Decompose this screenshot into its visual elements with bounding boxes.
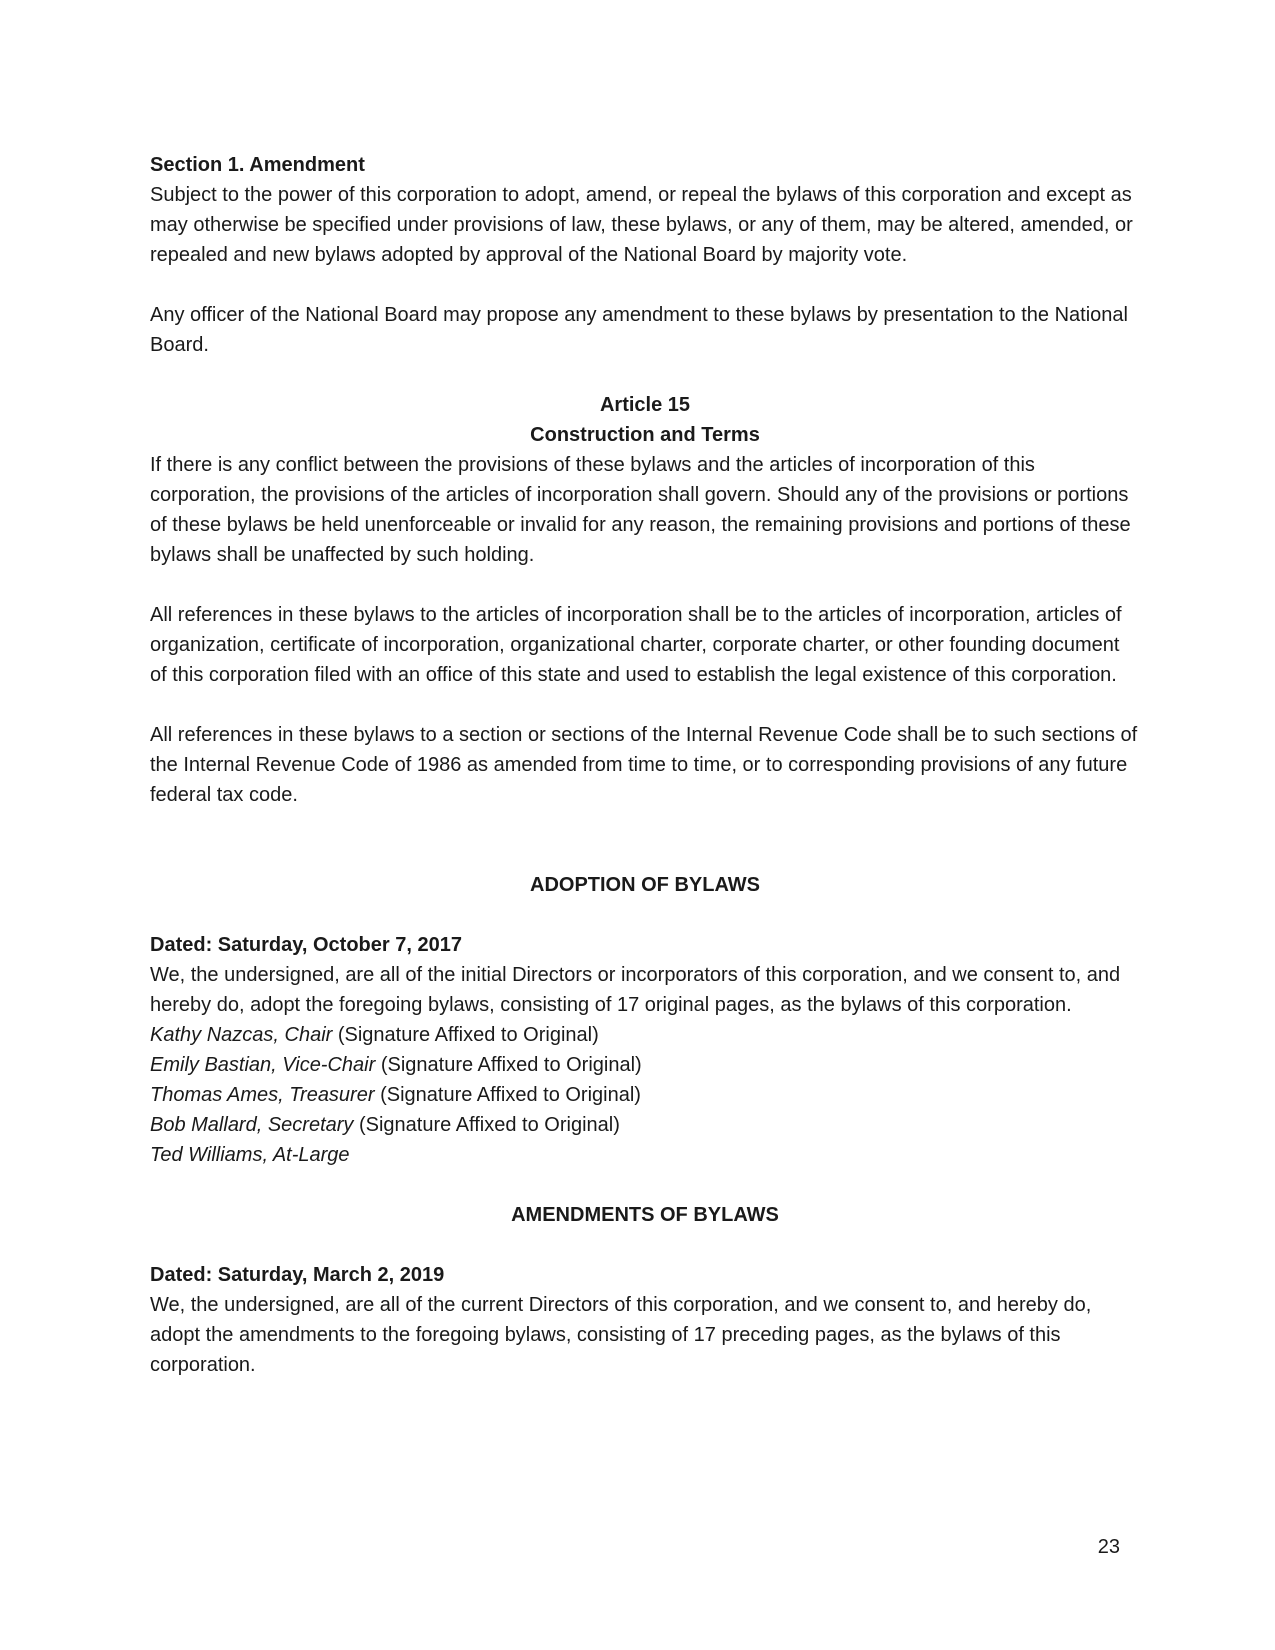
- signatory-note: (Signature Affixed to Original): [353, 1114, 620, 1136]
- spacer: [150, 900, 1140, 930]
- adoption-text: We, the undersigned, are all of the initial Directors or incorporators of this corporation, and we consent to, and hereby do, adopt the foregoing bylaws, consisting of 17 original pages, as the bylaws of this corporation.: [150, 964, 1121, 1016]
- signatory-note: (Signature Affixed to Original): [375, 1054, 642, 1076]
- signatory-line: [150, 1110, 1140, 1140]
- amendments-text: We, the undersigned, are all of the current Directors of this corporation, and we consent to, and hereby do, adopt the amendments to the foregoing bylaws, consisting of 17 preceding pages, as the bylaws of this corporation.: [150, 1294, 1092, 1376]
- adoption-heading: ADOPTION OF BYLAWS: [530, 874, 760, 896]
- article-15-paragraph-1: If there is any conflict between the provisions of these bylaws and the articles of incorporation of this corporation, the provisions of the articles of incorporation shall govern. Should any of the provisions or portions of these bylaws be held unenforceable or invalid for any reason, the remaining provisions and portions of these bylaws shall be unaffected by such holding.: [150, 454, 1131, 566]
- section-1-paragraph-2: Any officer of the National Board may propose any amendment to these bylaws by presentation to the National Board.: [150, 304, 1128, 356]
- article-15-paragraph-3: All references in these bylaws to a section or sections of the Internal Revenue Code shall be to such sections of the Internal Revenue Code of 1986 as amended from time to time, or to corresponding provisions of any future federal tax code.: [150, 724, 1138, 806]
- spacer: [150, 570, 1140, 600]
- section-1-heading: Section 1. Amendment: [150, 154, 365, 176]
- spacer: [150, 1230, 1140, 1260]
- spacer: [150, 270, 1140, 300]
- signatory-line: [150, 1140, 1140, 1170]
- signatory-line: [150, 1050, 1140, 1080]
- amendments-heading: AMENDMENTS OF BYLAWS: [511, 1204, 779, 1226]
- article-15-number: Article 15: [599, 394, 691, 416]
- document-page: [150, 150, 1140, 1380]
- signatory-note: (Signature Affixed to Original): [374, 1084, 641, 1106]
- article-15-paragraph-2: All references in these bylaws to the articles of incorporation shall be to the articles of incorporation, articles of organization, certificate of incorporation, organizational charter, corporate charter, or other founding document of this corporation filed with an office of this state and used to establish the legal existence of this corporation.: [150, 604, 1122, 686]
- signatory-name: Emily Bastian, Vice-Chair: [150, 1054, 376, 1076]
- adoption-date: Dated: Saturday, October 7, 2017: [150, 934, 462, 956]
- page-number: 23: [1097, 1536, 1120, 1558]
- signatory-name: Bob Mallard, Secretary: [150, 1114, 354, 1136]
- signatory-name: Ted Williams, At-Large: [150, 1144, 350, 1166]
- signatory-line: [150, 1020, 1140, 1050]
- spacer: [150, 1170, 1140, 1200]
- signatory-name: Kathy Nazcas, Chair: [150, 1024, 333, 1046]
- section-1-paragraph-1: Subject to the power of this corporation to adopt, amend, or repeal the bylaws of this corporation and except as may otherwise be specified under provisions of law, these bylaws, or any of them, may be altered, amended, or repealed and new bylaws adopted by approval of the National Board by majority vote.: [150, 184, 1133, 266]
- spacer: [150, 690, 1140, 720]
- signatory-note: (Signature Affixed to Original): [332, 1024, 599, 1046]
- spacer: [150, 810, 1140, 870]
- spacer: [150, 360, 1140, 390]
- article-15-title: Construction and Terms: [530, 424, 760, 446]
- signatory-line: [150, 1080, 1140, 1110]
- signatory-name: Thomas Ames, Treasurer: [150, 1084, 375, 1106]
- amendments-date: Dated: Saturday, March 2, 2019: [150, 1264, 445, 1286]
